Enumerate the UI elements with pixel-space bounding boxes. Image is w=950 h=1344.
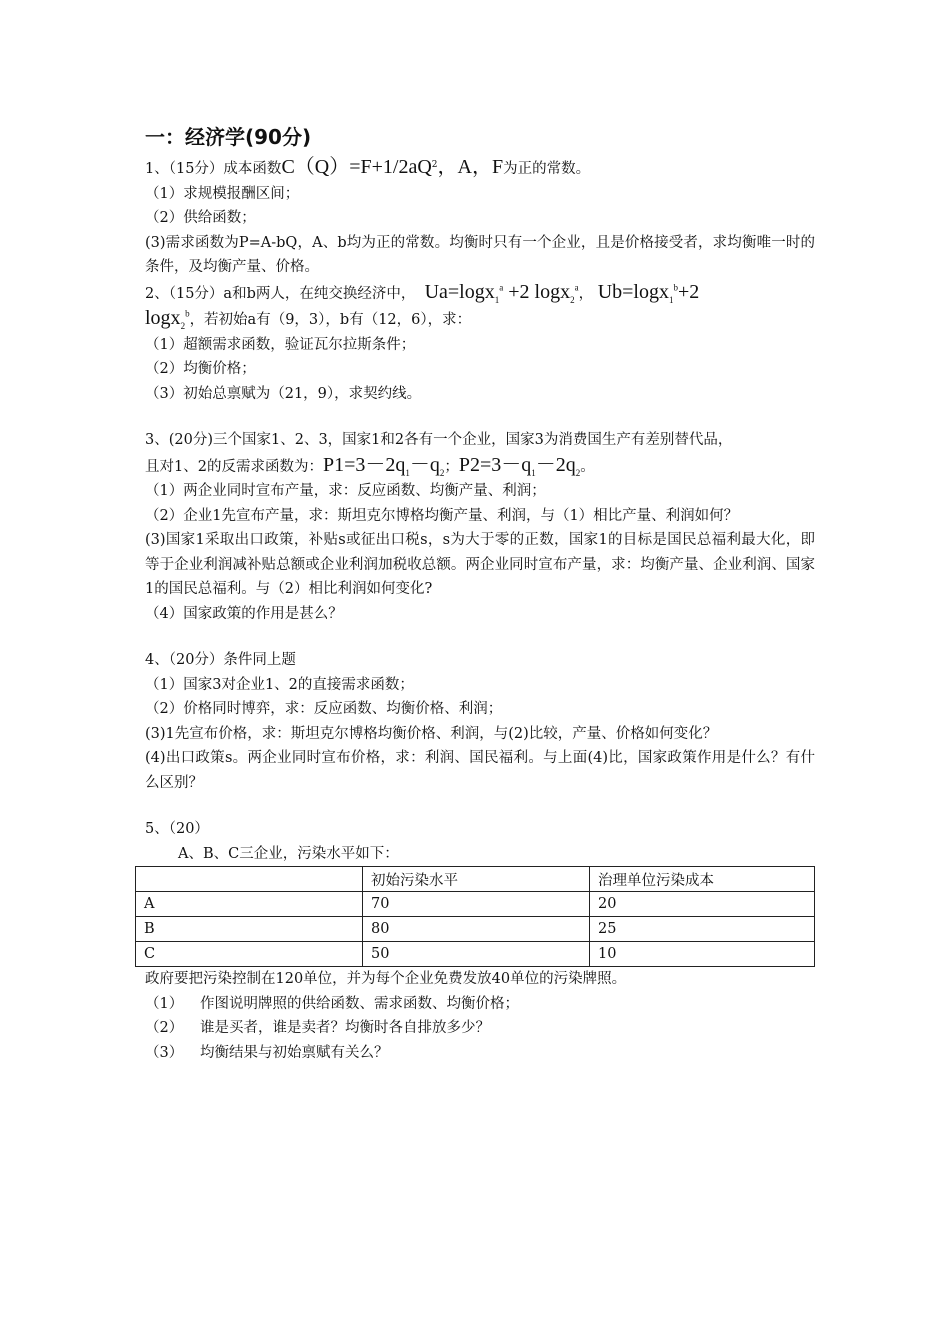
table-cell: 25 [590,917,815,942]
question-2 [145,280,815,407]
question-5 [145,817,815,1065]
table-row [136,892,815,917]
q4-intro: 4、（20分）条件同上题 [145,652,296,668]
q3-part-3: (3)国家1采取出口政策，补贴s或征出口税s，s为大于零的正数，国家1的目标是国民总福利最大化，即等于企业利润减补贴总额或企业利润加税收总额。两企业同时宣布产量，求：均衡产量、企业利润、国家1的国民总福利。与（2）相比利润如何变化? [145,532,815,597]
q3-p1-part: －q [409,453,440,476]
q5-part-number: （2） [145,1020,184,1036]
q5-part-number: （1） [145,995,184,1012]
q3-separator: ； [444,458,459,475]
table-row [136,917,815,942]
table-cell: 10 [590,942,815,967]
q5-sub-intro: A、B、C三企业，污染水平如下： [178,845,399,862]
q3-p2-formula [459,454,580,476]
q5-part-2 [145,1016,815,1041]
q4-part-1: （1）国家3对企业1、2的直接需求函数； [145,676,414,693]
q3-p2-sub: 2 [575,467,581,478]
section-title: 一：经济学(90分) [145,125,312,149]
q1-formula: C（Q）=F+1/2aQ [281,156,432,178]
q3-p1-formula [323,454,444,476]
q2-ua-part: +2 logx [503,280,571,303]
q5-part-text: 均衡结果与初始禀赋有关么？ [200,1044,389,1061]
question-4 [145,648,815,795]
q2-stem-line-2 [145,306,815,333]
table-header-row [136,867,815,892]
q1-formula-tail: ，A，F [437,156,504,178]
q1-part-1: （1）求规模报酬区间； [145,185,300,202]
q2-ua-sup: a [499,281,504,292]
q1-part-2: （2）供给函数； [145,210,256,226]
q2-part-1: （1）超额需求函数，验证瓦尔拉斯条件； [145,336,416,353]
q3-intro: 3、(20分)三个国家1、2、3，国家1和2各有一个企业，国家3为消费国生产有差别替代品， [145,432,733,448]
q3-p2-sub: 1 [531,467,536,478]
q2-ua-sub: 1 [494,294,500,305]
spacer [145,795,815,817]
q3-demand-prefix: 且对1、2的反需求函数为： [145,458,323,475]
q2-ua-sub: 2 [570,294,575,305]
table-cell: 20 [590,892,815,917]
q3-p2-part: －2q [535,453,576,476]
table-cell: A [136,892,363,917]
q2-ub-sup: b [673,281,678,292]
q3-p2-part: P2=3－q [458,453,532,476]
pollution-table [135,866,815,967]
spacer [145,406,815,428]
q2-ua-formula [425,281,579,303]
q2-ua-part: Ua=logx [424,280,495,303]
q5-part-number: （3） [145,1044,184,1061]
q1-exponent: 2 [431,160,438,171]
q3-p1-sub: 2 [439,467,445,478]
q3-end: 。 [580,458,595,475]
q2-part-3: （3）初始总禀赋为（21，9），求契约线。 [145,385,422,402]
table-header-cell [136,867,363,892]
q5-part-text: 作图说明牌照的供给函数、需求函数、均衡价格； [200,995,519,1012]
q2-ub-part: logx [145,307,181,329]
q2-ub-sup: b [185,308,190,319]
q1-suffix: 为正的常数。 [503,161,591,177]
q2-prefix: 2、（15分）a和b两人，在纯交换经济中， [145,285,416,302]
q1-stem [145,155,815,182]
q4-part-3: (3)1先宣布价格，求：斯坦克尔博格均衡价格、利润，与(2)比较，产量、价格如何变化？ [145,725,718,742]
q2-ub-formula-cont [145,307,190,329]
q1-part-3: (3)需求函数为P=A-bQ，A、b均为正的常数。均衡时只有一个企业，且是价格接受者，求均衡唯一时的条件，及均衡产量、价格。 [145,234,815,275]
q4-part-4: (4)出口政策s。两企业同时宣布价格，求：利润、国民福利。与上面(4)比，国家政策作用是什么？有什么区别？ [145,750,815,791]
q3-demand-line [145,453,815,480]
q3-part-4: （4）国家政策的作用是甚么？ [145,605,343,622]
q3-p1-part: P1=3－2q [322,453,406,476]
table-cell: C [136,942,363,967]
spacer [145,626,815,648]
q3-p1-sub: 1 [405,467,410,478]
question-3 [145,428,815,626]
q5-after-table: 政府要把污染控制在120单位，并为每个企业免费发放40单位的污染牌照。 [145,971,627,987]
q2-ua-sup: a [574,281,579,292]
table-header-cell: 初始污染水平 [363,867,590,892]
question-1 [145,155,815,280]
q3-part-1: （1）两企业同时宣布产量，求：反应函数、均衡产量、利润； [145,483,546,499]
table-header-cell: 治理单位污染成本 [590,867,815,892]
q4-part-2: （2）价格同时博弈，求：反应函数、均衡价格、利润； [145,701,503,717]
q2-stem-line-1 [145,280,815,307]
q2-ub-sub: 1 [668,294,674,305]
q2-ub-sub: 2 [180,321,186,331]
q5-part-1 [145,992,815,1017]
table-cell: 80 [363,917,590,942]
table-cell: 50 [363,942,590,967]
q2-separator: ， [578,285,594,302]
q2-part-2: （2）均衡价格； [145,361,256,377]
q5-intro: 5、（20） [145,821,209,837]
document-body [145,125,815,1065]
q5-part-3 [145,1041,815,1066]
q3-part-2: （2）企业1先宣布产量，求：斯坦克尔博格均衡产量、利润，与（1）相比产量、利润如何？ [145,507,739,524]
q5-part-text: 谁是买者，谁是卖者？均衡时各自排放多少？ [200,1020,490,1036]
table-cell: B [136,917,363,942]
q1-prefix: 1、（15分）成本函数 [145,161,282,177]
table-cell: 70 [363,892,590,917]
q2-tail: ，若初始a有（9，3），b有（12，6），求： [189,312,472,328]
q2-ub-formula [598,281,700,303]
q2-ub-part: +2 [677,280,700,303]
q2-ub-part: Ub=logx [597,280,669,303]
table-row [136,942,815,967]
